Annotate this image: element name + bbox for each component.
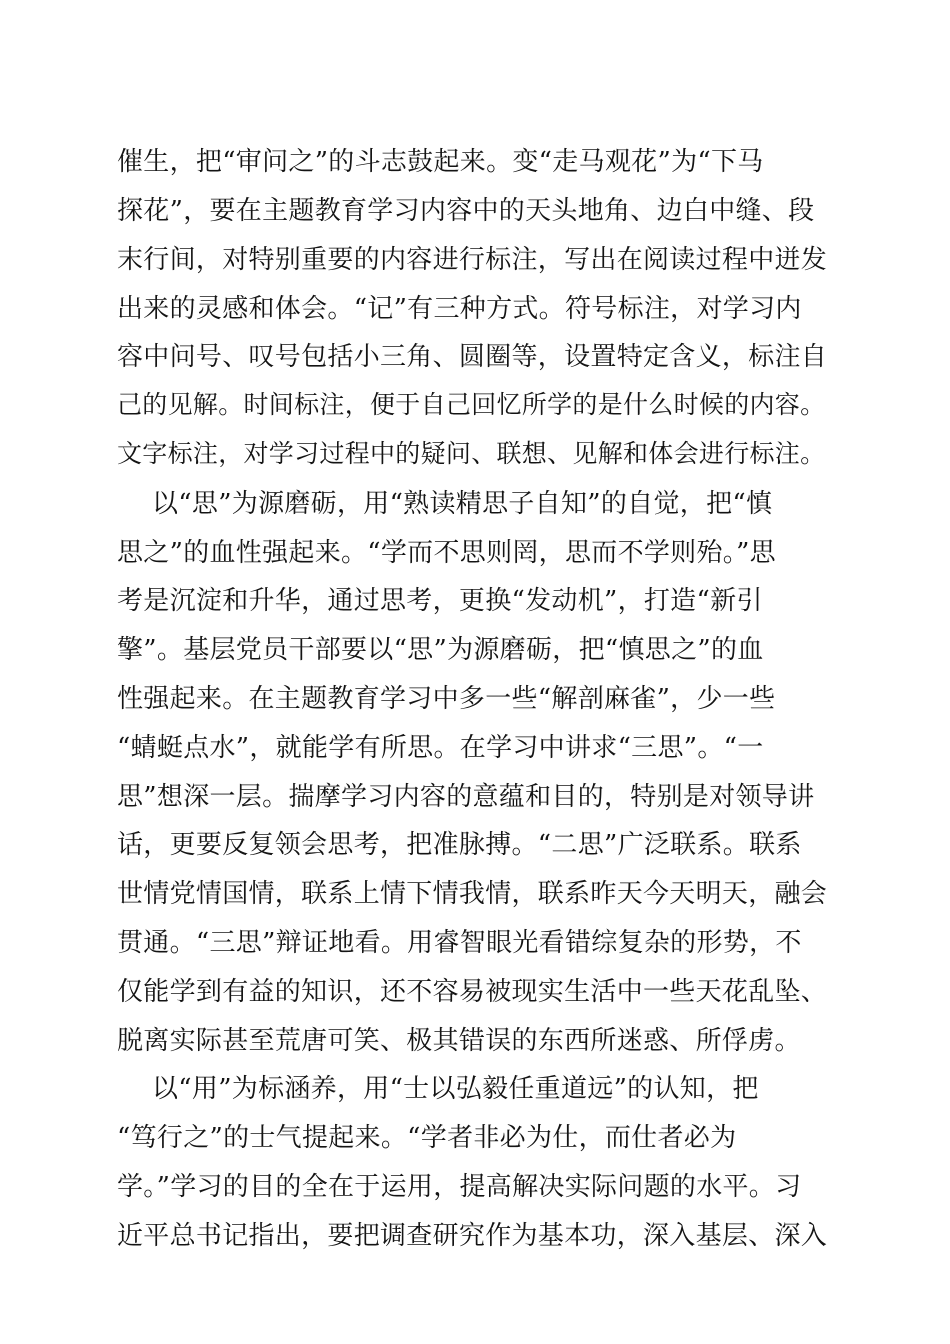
text-line: 以“思”为源磨砺，用“熟读精思子自知”的自觉，把“慎 (152, 489, 773, 519)
text-line: 文字标注，对学习过程中的疑问、联想、见解和体会进行标注。 (117, 439, 826, 468)
text-line: 仅能学到有益的知识，还不容易被现实生活中一些天花乱坠、 (117, 977, 828, 1007)
text-line: 性强起来。在主题教育学习中多一些“解剖麻雀”，少一些 (117, 684, 776, 714)
text-line: 探花”，要在主题教育学习内容中的天头地角、边白中缝、段 (117, 196, 815, 226)
text-line: 贯通。“三思”辩证地看。用睿智眼光看错综复杂的形势，不 (117, 928, 802, 958)
text-line: 思”想深一层。揣摩学习内容的意蕴和目的，特别是对领导讲 (117, 782, 815, 812)
text-line: 学。”学习的目的全在于运用，提高解决实际问题的水平。习 (117, 1172, 802, 1202)
text-line: 出来的灵感和体会。“记”有三种方式。符号标注，对学习内 (117, 294, 802, 324)
text-line: 思之”的血性强起来。“学而不思则罔，思而不学则殆。”思 (117, 538, 776, 568)
text-line: 末行间，对特别重要的内容进行标注，写出在阅读过程中迸发 (117, 245, 828, 275)
text-line: “蜻蜓点水”，就能学有所思。在学习中讲求“三思”。“一 (117, 733, 764, 763)
text-line: 世情党情国情，联系上情下情我情，联系昨天今天明天，融会 (117, 879, 828, 909)
text-line: 以“用”为标涵养，用“士以弘毅任重道远”的认知，把 (152, 1074, 759, 1104)
text-line: 擎”。基层党员干部要以“思”为源磨砺，把“慎思之”的血 (117, 635, 764, 665)
text-line: 催生，把“审问之”的斗志鼓起来。变“走马观花”为“下马 (117, 147, 764, 177)
text-line: 己的见解。时间标注，便于自己回忆所学的是什么时候的内容。 (117, 390, 826, 419)
text-line: 脱离实际甚至荒唐可笑、极其错误的东西所迷惑、所俘虏。 (117, 1026, 801, 1056)
text-line: 容中问号、叹号包括小三角、圆圈等，设置特定含义，标注自 (117, 342, 828, 372)
text-line: 话，更要反复领会思考，把准脉搏。“二思”广泛联系。联系 (117, 830, 802, 860)
text-line: 近平总书记指出，要把调查研究作为基本功，深入基层、深入 (117, 1221, 828, 1251)
text-line: 考是沉淀和升华，通过思考，更换“发动机”，打造“新引 (117, 586, 763, 616)
text-line: “笃行之”的士气提起来。“学者非必为仕，而仕者必为 (117, 1123, 737, 1153)
